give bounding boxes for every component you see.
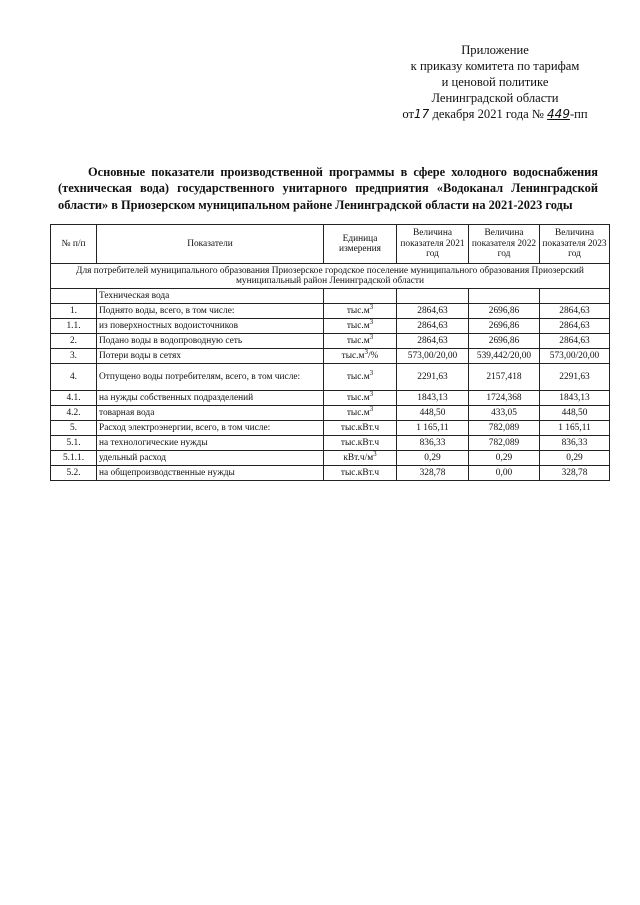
row-value-2023: 2864,63: [540, 319, 610, 334]
row-value-2023: 1843,13: [540, 391, 610, 406]
section-2023-cell: [540, 289, 610, 304]
row-value-2022: 2157,418: [469, 364, 540, 391]
unit-base: тыс.м: [346, 335, 370, 346]
row-num: 5.: [51, 421, 97, 436]
row-num: 5.1.1.: [51, 451, 97, 466]
row-unit: [324, 421, 397, 436]
group-row: [51, 264, 610, 289]
row-unit: [324, 436, 397, 451]
group-label: Для потребителей муниципального образования Приозерское городское поселение муниципального образования Приозерский муниципальный район Ленинградской области: [51, 264, 610, 289]
unit-base: тыс.м: [341, 350, 365, 361]
row-num: 1.: [51, 304, 97, 319]
appendix-line-2: к приказу комитета по тарифам: [410, 59, 580, 73]
unit-base: тыс.м: [346, 407, 370, 418]
unit-base: тыс.кВт.ч: [340, 437, 380, 448]
unit-tail: /%: [367, 350, 379, 361]
unit-superscript: 3: [369, 368, 374, 377]
date-text: декабря 2021 года №: [432, 107, 544, 121]
row-indicator: Потери воды в сетях: [97, 349, 324, 364]
table-row: [51, 466, 610, 481]
row-value-2022: 539,442/20,00: [469, 349, 540, 364]
row-value-2022: 782,089: [469, 421, 540, 436]
section-row: [51, 289, 610, 304]
row-value-2022: 2696,86: [469, 319, 540, 334]
row-value-2022: 2696,86: [469, 304, 540, 319]
row-indicator: на нужды собственных подразделений: [97, 391, 324, 406]
row-value-2023: 1 165,11: [540, 421, 610, 436]
unit-base: тыс.кВт.ч: [340, 467, 380, 478]
document-title: Основные показатели производственной программы в сфере холодного водоснабжения (техническая вода) государственного унитарного предприятия «Водоканал Ленинградской области» в Приозерском муниципальном районе Ленинградской области на 2021-2023 годы: [58, 165, 598, 212]
unit-superscript: 3: [369, 303, 374, 311]
section-2022-cell: [469, 289, 540, 304]
row-value-2021: 448,50: [397, 406, 469, 421]
unit-base: тыс.м: [346, 320, 370, 331]
table-row: [51, 304, 610, 319]
section-num-cell: [51, 289, 97, 304]
unit-base: кВт.ч/м: [343, 452, 374, 463]
row-unit: [324, 406, 397, 421]
row-value-2022: 1724,368: [469, 391, 540, 406]
table-row: [51, 334, 610, 349]
row-value-2022: 782,089: [469, 436, 540, 451]
row-indicator: удельный расход: [97, 451, 324, 466]
row-num: 4.: [51, 364, 97, 391]
unit-superscript: 3: [369, 405, 374, 413]
appendix-date-line: [380, 106, 610, 122]
appendix-line-4: Ленинградской области: [431, 91, 559, 105]
row-indicator: товарная вода: [97, 406, 324, 421]
header-indicator: Показатели: [97, 225, 324, 264]
row-value-2021: 1843,13: [397, 391, 469, 406]
unit-superscript: 3: [373, 450, 377, 458]
unit-superscript: 3: [364, 348, 368, 356]
header-num: № п/п: [51, 225, 97, 264]
row-value-2022: 0,00: [469, 466, 540, 481]
table-row: [51, 319, 610, 334]
row-num: 3.: [51, 349, 97, 364]
header-unit: Единица измерения: [324, 225, 397, 264]
unit-base: тыс.кВт.ч: [340, 422, 380, 433]
row-value-2021: 573,00/20,00: [397, 349, 469, 364]
row-num: 5.1.: [51, 436, 97, 451]
appendix-line-1: Приложение: [461, 43, 529, 57]
unit-base: тыс.м: [346, 371, 370, 382]
row-value-2021: 836,33: [397, 436, 469, 451]
row-value-2023: 2864,63: [540, 334, 610, 349]
row-indicator: на общепроизводственные нужды: [97, 466, 324, 481]
table-row: [51, 364, 610, 391]
indicators-table: [50, 224, 610, 481]
order-suffix: -пп: [569, 107, 588, 121]
section-label: Техническая вода: [97, 289, 324, 304]
row-value-2021: 2864,63: [397, 319, 469, 334]
row-indicator: Отпущено воды потребителям, всего, в том числе:: [97, 364, 324, 391]
table-row: [51, 436, 610, 451]
row-num: 4.2.: [51, 406, 97, 421]
unit-base: тыс.м: [346, 392, 370, 403]
row-value-2021: 2291,63: [397, 364, 469, 391]
row-unit: [324, 334, 397, 349]
row-unit: [324, 364, 397, 391]
appendix-line-3: и ценовой политике: [441, 75, 549, 89]
unit-base: тыс.м: [346, 305, 370, 316]
row-unit: [324, 349, 397, 364]
unit-superscript: 3: [369, 390, 374, 398]
row-value-2021: 2864,63: [397, 304, 469, 319]
row-indicator: Поднято воды, всего, в том числе:: [97, 304, 324, 319]
row-value-2021: 0,29: [397, 451, 469, 466]
table-row: [51, 391, 610, 406]
section-unit-cell: [324, 289, 397, 304]
table-row: [51, 349, 610, 364]
row-unit: [324, 466, 397, 481]
row-num: 5.2.: [51, 466, 97, 481]
appendix-block: [380, 42, 610, 122]
row-value-2023: 836,33: [540, 436, 610, 451]
header-2023: Величина показателя 2023 год: [540, 225, 610, 264]
row-indicator: на технологические нужды: [97, 436, 324, 451]
table-row: [51, 406, 610, 421]
row-value-2022: 433,05: [469, 406, 540, 421]
table-header-row: [51, 225, 610, 264]
row-value-2021: 2864,63: [397, 334, 469, 349]
table-row: [51, 451, 610, 466]
row-num: 2.: [51, 334, 97, 349]
row-unit: [324, 304, 397, 319]
unit-superscript: 3: [369, 318, 374, 326]
row-value-2023: 0,29: [540, 451, 610, 466]
row-unit: [324, 319, 397, 334]
row-value-2023: 573,00/20,00: [540, 349, 610, 364]
row-num: 1.1.: [51, 319, 97, 334]
order-day: 17: [414, 107, 430, 121]
section-2021-cell: [397, 289, 469, 304]
row-indicator: Подано воды в водопроводную сеть: [97, 334, 324, 349]
row-value-2023: 328,78: [540, 466, 610, 481]
row-value-2023: 2864,63: [540, 304, 610, 319]
row-indicator: Расход электроэнергии, всего, в том числе:: [97, 421, 324, 436]
row-unit: [324, 451, 397, 466]
row-value-2023: 2291,63: [540, 364, 610, 391]
row-value-2023: 448,50: [540, 406, 610, 421]
date-prefix: от: [402, 107, 414, 121]
header-2021: Величина показателя 2021 год: [397, 225, 469, 264]
table-row: [51, 421, 610, 436]
row-unit: [324, 391, 397, 406]
header-2022: Величина показателя 2022 год: [469, 225, 540, 264]
row-indicator: из поверхностных водоисточников: [97, 319, 324, 334]
row-value-2021: 328,78: [397, 466, 469, 481]
row-value-2022: 2696,86: [469, 334, 540, 349]
row-value-2022: 0,29: [469, 451, 540, 466]
row-num: 4.1.: [51, 391, 97, 406]
unit-superscript: 3: [369, 333, 374, 341]
order-number: 449: [547, 107, 570, 121]
row-value-2021: 1 165,11: [397, 421, 469, 436]
